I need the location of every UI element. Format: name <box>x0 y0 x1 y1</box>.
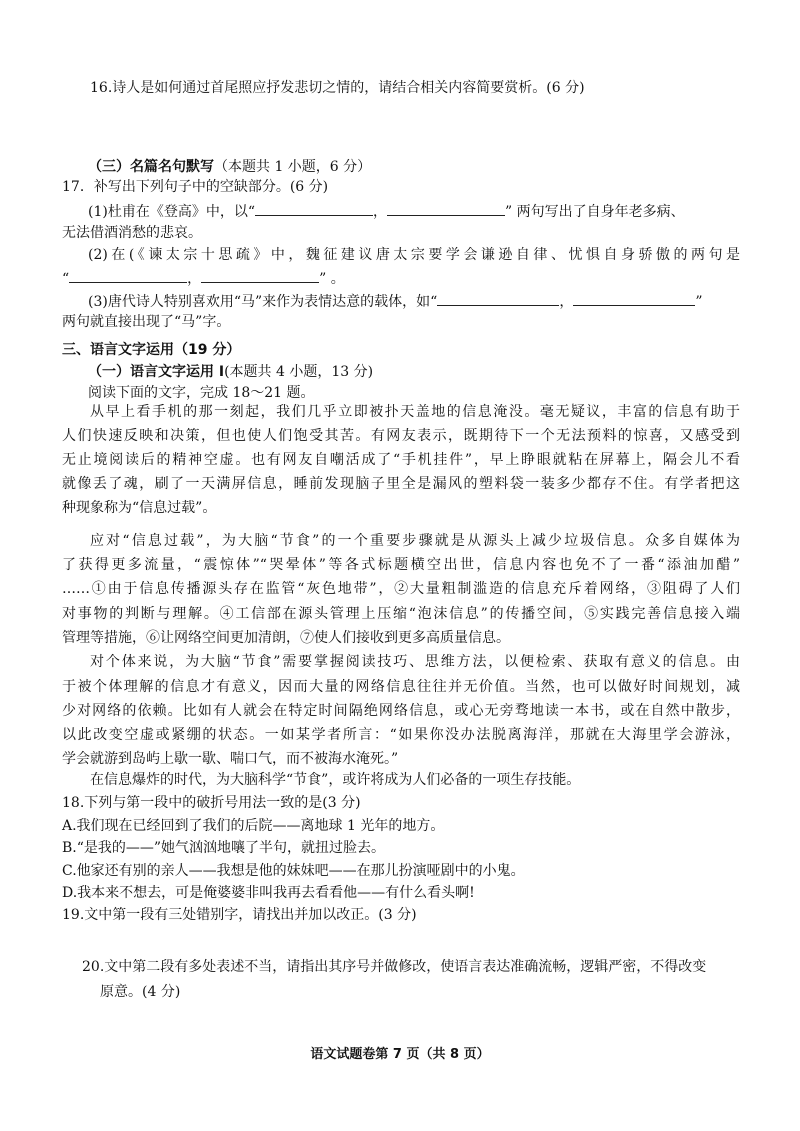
passage-line: 对个体来说，为大脑“节食”需要掌握阅读技巧、思维方法，以便检索、获取有意义的信息。由 <box>90 654 740 670</box>
passage-line: 在信息爆炸的时代，为大脑科学“节食”，或许将成为人们必备的一项生存技能。 <box>90 772 581 788</box>
passage-line: 应对“信息过载”，为大脑“节食”的一个重要步骤就是从源头上减少垃圾信息。众多自媒体为 <box>90 533 740 549</box>
section-3-title: 三、语言文字运用（19 分） <box>62 342 241 358</box>
section-heading-famous-lines <box>88 158 371 176</box>
passage-line: 管理等措施，⑥让网络空间更加清朗，⑦使人们接收到更多高质量信息。 <box>62 630 510 646</box>
option-c: C.他家还有别的亲人——我想是他的妹妹吧——在那儿扮演哑剧中的小鬼。 <box>62 863 525 879</box>
subsection-note: (本题共 4 小题，13 分) <box>224 364 374 380</box>
question-20-line1: 20.文中第二段有多处表述不当，请指出其序号并做修改，使语言表达准确流畅，逻辑严密，不得改变 <box>82 959 707 975</box>
option-a: A.我们现在已经回到了我们的后院——离地球 1 光年的地方。 <box>62 818 445 834</box>
option-d: D.我本来不想去，可是俺婆婆非叫我再去看看他——有什么看头啊! <box>62 885 475 901</box>
passage-line: 学会就游到岛屿上歇一歇、喘口气，而不被海水淹死。” <box>62 751 399 767</box>
question-19: 19.文中第一段有三处错别字，请找出并加以改正。(3 分) <box>62 907 417 923</box>
reading-instruction: 阅读下面的文字，完成 18～21 题。 <box>88 385 315 401</box>
page-footer: 语文试题卷第 7 页（共 8 页） <box>310 1047 490 1062</box>
question-18-stem: 18.下列与第一段中的破折号用法一致的是(3 分) <box>62 795 361 811</box>
answer-blank[interactable] <box>201 268 319 283</box>
option-b: B.“是我的——”她气汹汹地嚷了半句，就扭过脸去。 <box>62 840 386 856</box>
question-16: 16.诗人是如何通过首尾照应抒发悲切之情的，请结合相关内容简要赏析。(6 分) <box>90 80 585 96</box>
answer-blank[interactable] <box>69 268 187 283</box>
section-note: （本题共 1 小题，6 分） <box>214 159 372 175</box>
section-title: （三）名篇名句默写 <box>88 159 214 175</box>
text: ” <box>695 294 703 310</box>
passage-line: 种现象称为“信息过载”。 <box>62 500 217 516</box>
answer-blank[interactable] <box>437 291 559 306</box>
question-17-part-1 <box>88 201 685 221</box>
question-17-part-3-cont: 两句就直接出现了“马”字。 <box>62 314 231 330</box>
answer-blank[interactable] <box>573 291 695 306</box>
subsection-heading <box>88 363 373 381</box>
passage-line: 对事物的判断与理解。④工信部在源头管理上压缩“泡沫信息”的传播空间，⑤实践完善信息接入端 <box>62 606 740 622</box>
passage-line: 从早上看手机的那一刻起，我们几乎立即被扑天盖地的信息淹没。毫无疑议，丰富的信息有助于 <box>90 404 740 420</box>
passage-line: 了获得更多流量，“震惊体”“哭晕体”等各式标题横空出世，信息内容也免不了一番“添油加醋” <box>62 557 740 573</box>
question-17-part-3 <box>88 291 702 311</box>
answer-blank[interactable] <box>255 201 373 216</box>
passage-line: 无止境阅读后的精神空虚。也有网友自嘲活成了“手机挂件”，早上睁眼就粘在屏幕上，隔会儿不看 <box>62 452 740 468</box>
passage-line: ……①由于信息传播源头存在监管“灰色地带”，②大量粗制滥造的信息充斥着网络，③阻碍了人们 <box>62 581 740 597</box>
subsection-title: （一）语言文字运用 Ⅰ <box>88 364 225 380</box>
passage-line: 人们快速反映和决策，但也使人们饱受其苦。有网友表示，既期待下一个无法预料的惊喜，又感受到 <box>62 428 740 444</box>
text: ， <box>559 294 574 310</box>
question-17-part-2: (2)在(《谏太宗十思疏》中，魏征建议唐太宗要学会谦逊自律、忧惧自身骄傲的两句是 <box>88 247 740 263</box>
question-17-stem: 17．补写出下列句子中的空缺部分。(6 分) <box>62 179 329 195</box>
text: ， <box>373 204 387 220</box>
answer-blank[interactable] <box>387 201 505 216</box>
question-17-part-1-cont: 无法借酒消愁的悲哀。 <box>62 225 202 241</box>
passage-line: 就像丢了魂，刷了一天满屏信息，睡前发现脑子里全是漏风的塑料袋一装多少都存不住。有学者把这 <box>62 476 740 492</box>
text: ” 两句写出了自身年老多病、 <box>505 204 685 220</box>
text: ， <box>187 271 202 287</box>
text: (3)唐代诗人特别喜欢用“马”来作为表情达意的载体，如“ <box>88 294 438 310</box>
passage-line: 于被个体理解的信息才有意义，因而大量的网络信息往往并无价值。当然，也可以做好时间规划，减 <box>62 679 740 695</box>
text: “ <box>62 271 70 287</box>
question-20-line2: 原意。(4 分) <box>100 984 181 1000</box>
question-17-part-2-blanks <box>62 268 345 288</box>
passage-line: 少对网络的依赖。比如有人就会在特定时间隔绝网络信息，或心无旁骛地读一本书，或在自然中散步， <box>62 703 740 719</box>
text: ” 。 <box>319 271 345 287</box>
passage-line: 以此改变空虚或紧绷的状态。一如某学者所言：“如果你没办法脱离海洋，那就在大海里学会游泳， <box>62 727 740 743</box>
text: (1)杜甫在《登高》中，以“ <box>88 204 255 220</box>
